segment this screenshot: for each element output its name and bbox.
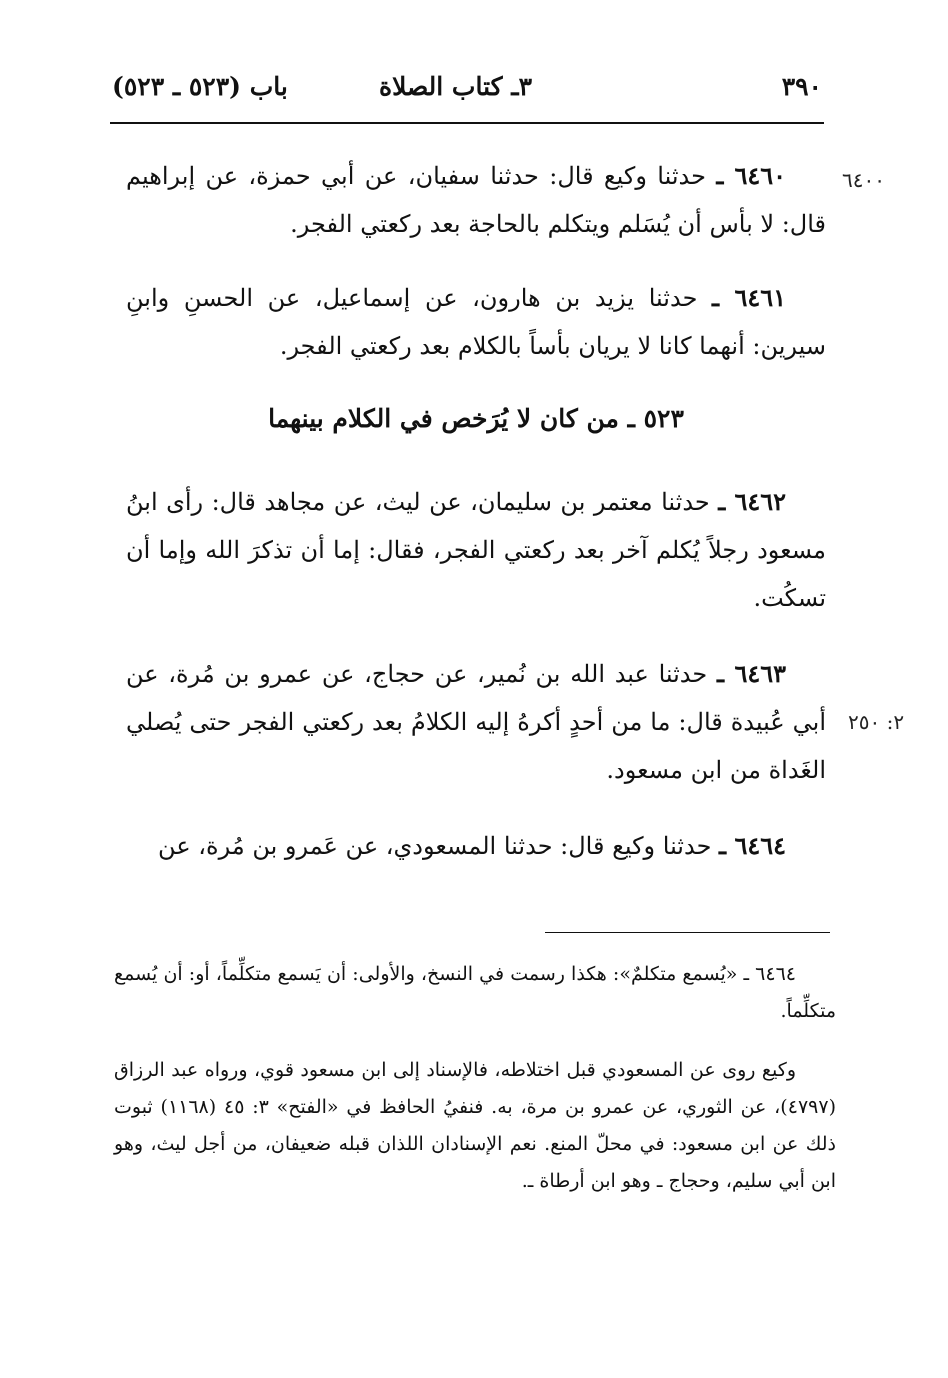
hadith-text: حدثنا معتمر بن سليمان، عن ليث، عن مجاهد قال: رأى ابنُ مسعود رجلاً يُكلم آخر بعد ركعتي الفجر، فقال: إما أن تذكرَ الله وإما أن تسكُت.: [126, 488, 826, 612]
header-rule: [110, 122, 824, 124]
footnote-2: وكيع روى عن المسعودي قبل اختلاطه، فالإسناد إلى ابن مسعود قوي، ورواه عبد الرزاق (٤٧٩٧)، عن الثوري، عن عمرو بن مرة، به. فنفيُ الحافظ في «الفتح» ٣: ٤٥ (١١٦٨) ثبوت ذلك عن ابن مسعود: في محلّ المنع. نعم الإسنادان اللذان قبله ضعيفان، من أجل ليث، وهو ابن أبي سليم، وحجاج ـ وهو ابن أرطاة ـ.: [114, 1059, 836, 1192]
hadith-6464: [126, 822, 826, 870]
hadith-6460: [126, 152, 826, 248]
hadith-6462: [126, 478, 826, 622]
hadith-text: حدثنا عبد الله بن نُمير، عن حجاج، عن عمرو بن مُرة، عن أبي عُبيدة قال: ما من أحدٍ أكرهُ إليه الكلامُ بعد ركعتي الفجر حتى يُصلي الغَداة من ابن مسعود.: [126, 660, 826, 784]
margin-note-6400: ٦٤٠٠: [842, 168, 885, 192]
hadith-number: ٦٤٦٢ ـ: [718, 487, 786, 516]
hadith-number: ٦٤٦٠ ـ: [716, 161, 787, 190]
page-number: ٣٩٠: [781, 72, 822, 101]
margin-note-volume-page: ٢: ٢٥٠: [848, 710, 905, 734]
page-header: [112, 72, 822, 112]
chapter-range: باب (٥٢٣ ـ ٥٢٣): [112, 72, 288, 101]
book-title: ٣ـ كتاب الصلاة: [378, 72, 532, 101]
footnote-1: ٦٤٦٤ ـ «يُسمع متكلمٌ»: هكذا رسمت في النسخ، والأولى: أن يَسمع متكلِّماً، أو: أن يُسمع متكلِّماً.: [114, 963, 836, 1022]
hadith-number: ٦٤٦٤ ـ: [719, 831, 786, 860]
hadith-text: حدثنا يزيد بن هارون، عن إسماعيل، عن الحسنِ وابنِ سيرين: أنهما كانا لا يريان بأساً بالكلام بعد ركعتي الفجر.: [126, 284, 826, 360]
section-heading: ٥٢٣ ـ من كان لا يُرَخص في الكلام بينهما: [268, 404, 684, 433]
hadith-text: حدثنا وكيع قال: حدثنا سفيان، عن أبي حمزة، عن إبراهيم قال: لا بأس أن يُسَلم ويتكلم بالحاجة بعد ركعتي الفجر.: [126, 162, 826, 238]
hadith-text: حدثنا وكيع قال: حدثنا المسعودي، عن عَمرو بن مُرة، عن: [158, 832, 720, 860]
hadith-6461: [126, 274, 826, 370]
hadith-number: ٦٤٦٣ ـ: [716, 659, 787, 688]
hadith-6463: [126, 650, 826, 794]
footnote-rule: [545, 932, 830, 933]
hadith-number: ٦٤٦١ ـ: [712, 283, 787, 312]
